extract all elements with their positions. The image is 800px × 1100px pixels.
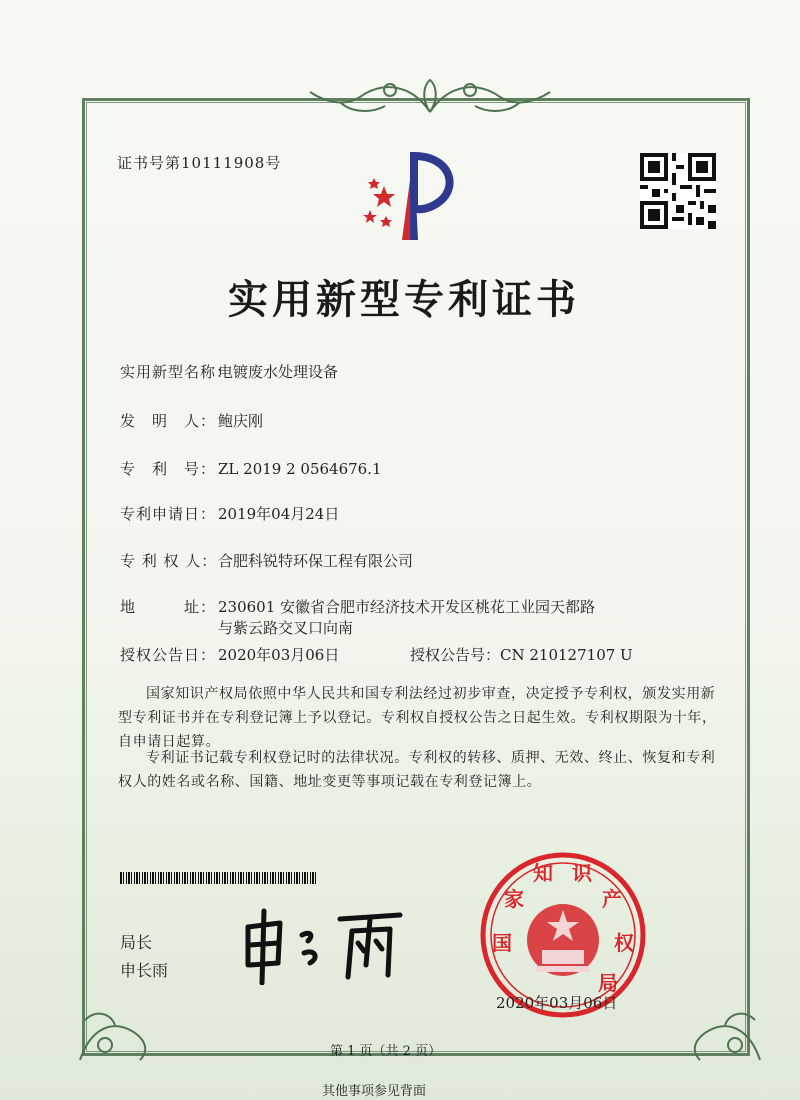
- field-label: 授权公告日：: [120, 646, 217, 664]
- top-ornament: [300, 72, 560, 122]
- svg-text:局: 局: [598, 971, 618, 995]
- svg-text:权: 权: [614, 931, 634, 955]
- qr-code: [640, 153, 716, 229]
- legal-status-statement: 专利证书记载专利权登记时的法律状况。专利权的转移、质押、无效、终止、恢复和专利权人的姓名或名称、国籍、地址变更等事项记载在专利登记簿上。: [118, 750, 716, 790]
- field-label: 专 利 权 人：: [120, 552, 218, 570]
- field-value: ZL 2019 2 0564676.1: [218, 460, 382, 478]
- patent-office-logo: [356, 150, 466, 242]
- field-application-date: [120, 503, 339, 524]
- handwritten-signature: [240, 905, 410, 985]
- field-value: 2020年03月06日: [218, 646, 340, 664]
- field-label: 授权公告号：: [410, 646, 501, 664]
- field-address: [120, 596, 595, 617]
- issue-date: 2020年03月06日: [496, 994, 618, 1012]
- field-value: 合肥科锐特环保工程有限公司: [218, 552, 414, 570]
- field-value: 230601 安徽省合肥市经济技术开发区桃花工业园天都路: [218, 598, 596, 616]
- svg-text:国: 国: [492, 931, 512, 955]
- field-label: 专利申请日：: [120, 505, 217, 523]
- footer-note: 其他事项参见背面: [322, 1084, 427, 1099]
- field-value: CN 210127107 U: [500, 646, 633, 664]
- field-value: 鲍庆刚: [218, 412, 264, 430]
- signatory-title: 局长: [120, 933, 153, 952]
- field-patent-number: [120, 458, 382, 479]
- page-info: 第 1 页（共 2 页）: [330, 1044, 442, 1059]
- corner-ornament-bottom-left: [70, 990, 160, 1070]
- svg-text:产: 产: [602, 887, 622, 911]
- field-label: 地 址：: [120, 598, 217, 616]
- certificate-number: 证书号第10111908号: [117, 154, 282, 172]
- field-label: 实用新型名称：: [120, 363, 233, 381]
- field-value: 2019年04月24日: [218, 505, 340, 523]
- grant-statement: 国家知识产权局依照中华人民共和国专利法经过初步审查，决定授予专利权，颁发实用新型专利证书并在专利登记簿上予以登记。专利权自授权公告之日起生效。专利权期限为十年，自申请日起算。: [118, 686, 717, 750]
- svg-text:家: 家: [504, 887, 524, 911]
- svg-text:知: 知: [533, 861, 553, 885]
- corner-ornament-bottom-right: [680, 990, 770, 1070]
- svg-text:识: 识: [572, 861, 592, 885]
- field-grant-date: [120, 644, 339, 665]
- signatory-name: 申长雨: [120, 961, 169, 980]
- field-label: 专 利 号：: [120, 460, 217, 478]
- field-address-line2: 与紫云路交叉口向南: [218, 619, 354, 637]
- field-value: 电镀废水处理设备: [218, 363, 339, 381]
- barcode: [120, 872, 316, 884]
- field-inventor: [120, 410, 263, 431]
- field-label: 发 明 人：: [120, 412, 217, 430]
- field-patentee: [120, 550, 413, 571]
- certificate-title: 实用新型专利证书: [228, 277, 580, 323]
- field-utility-model-name: [120, 361, 338, 382]
- field-announcement-number: [410, 644, 633, 665]
